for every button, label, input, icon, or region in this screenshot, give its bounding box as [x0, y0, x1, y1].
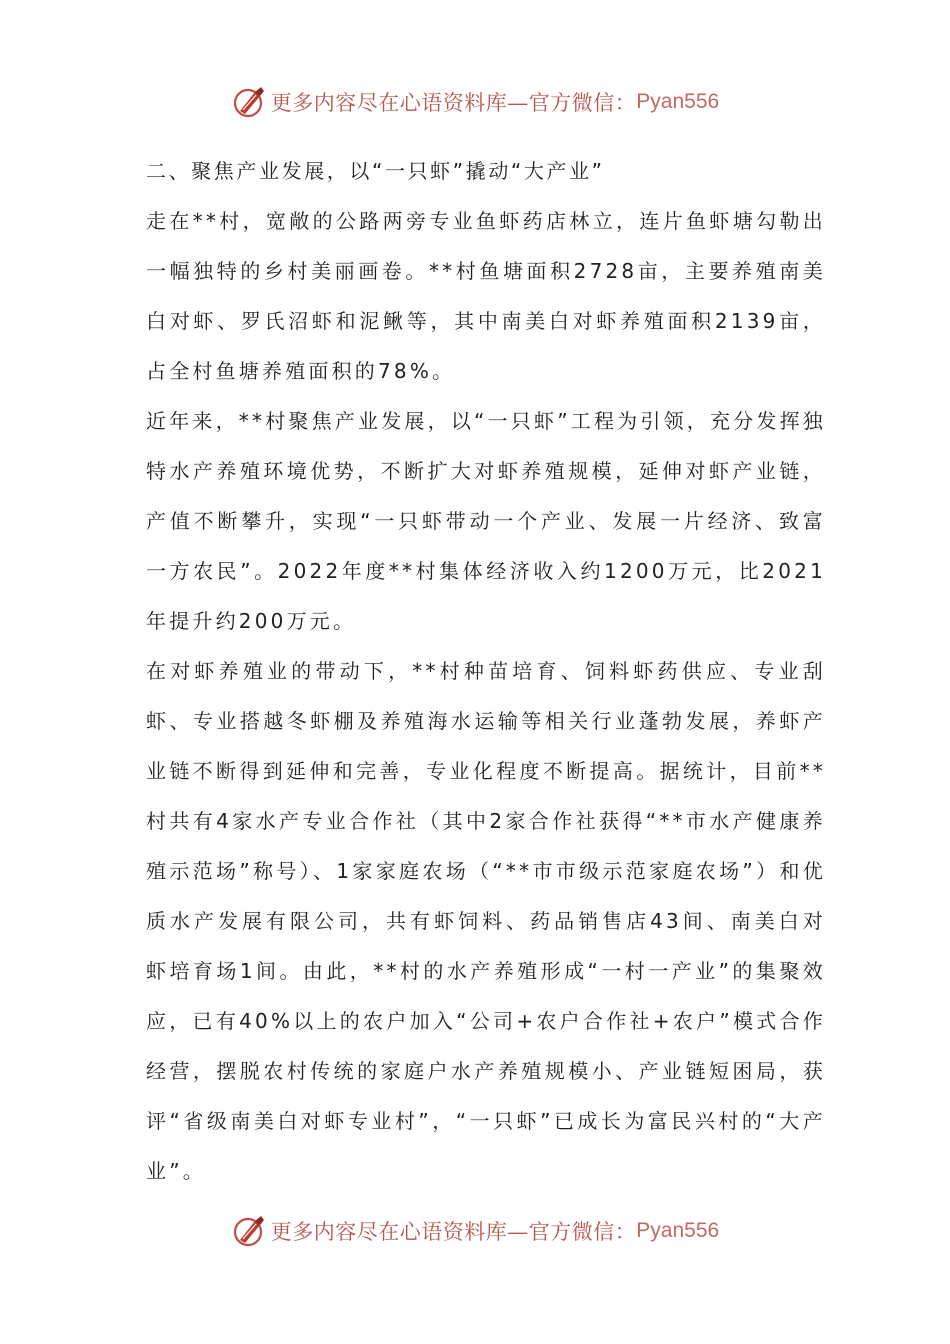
footer-wechat-id: Pyan556	[636, 1219, 720, 1242]
header-banner-text: 更多内容尽在心语资料库—官方微信：	[270, 91, 637, 115]
header-wechat-id: Pyan556	[636, 90, 720, 113]
header-banner	[0, 82, 950, 122]
article-body	[146, 146, 826, 1196]
footer-banner	[0, 1211, 950, 1251]
section-heading: 二、聚焦产业发展，以“一只虾”撬动“大产业”	[146, 159, 605, 183]
pen-nib-logo-icon	[231, 84, 267, 120]
pen-nib-logo-icon	[231, 1213, 267, 1249]
paragraph-2: 近年来，**村聚焦产业发展，以“一只虾”工程为引领，充分发挥独特水产养殖环境优势，不断扩大对虾养殖规模，延伸对虾产业链，产值不断攀升，实现“一只虾带动一个产业、发展一片经济、致富一方农民”。2022年度**村集体经济收入约1200万元，比2021年提升约200万元。	[146, 409, 826, 633]
footer-banner-text: 更多内容尽在心语资料库—官方微信：	[270, 1220, 637, 1244]
paragraph-3: 在对虾养殖业的带动下，**村种苗培育、饲料虾药供应、专业刮虾、专业搭越冬虾棚及养殖海水运输等相关行业蓬勃发展，养虾产业链不断得到延伸和完善，专业化程度不断提高。据统计，目前**村共有4家水产专业合作社（其中2家合作社获得“**市水产健康养殖示范场”称号）、1家家庭农场（“**市市级示范家庭农场”）和优质水产发展有限公司，共有虾饲料、药品销售店43间、南美白对虾培育场1间。由此，**村的水产养殖形成“一村一产业”的集聚效应，已有40%以上的农户加入“公司+农户合作社+农户”模式合作经营，摆脱农村传统的家庭户水产养殖规模小、产业链短困局，获评“省级南美白对虾专业村”，“一只虾”已成长为富民兴村的“大产业”。	[146, 659, 826, 1183]
paragraph-1: 走在**村，宽敞的公路两旁专业鱼虾药店林立，连片鱼虾塘勾勒出一幅独特的乡村美丽画卷。**村鱼塘面积2728亩，主要养殖南美白对虾、罗氏沼虾和泥鳅等，其中南美白对虾养殖面积2139亩，占全村鱼塘养殖面积的78%。	[146, 209, 826, 383]
